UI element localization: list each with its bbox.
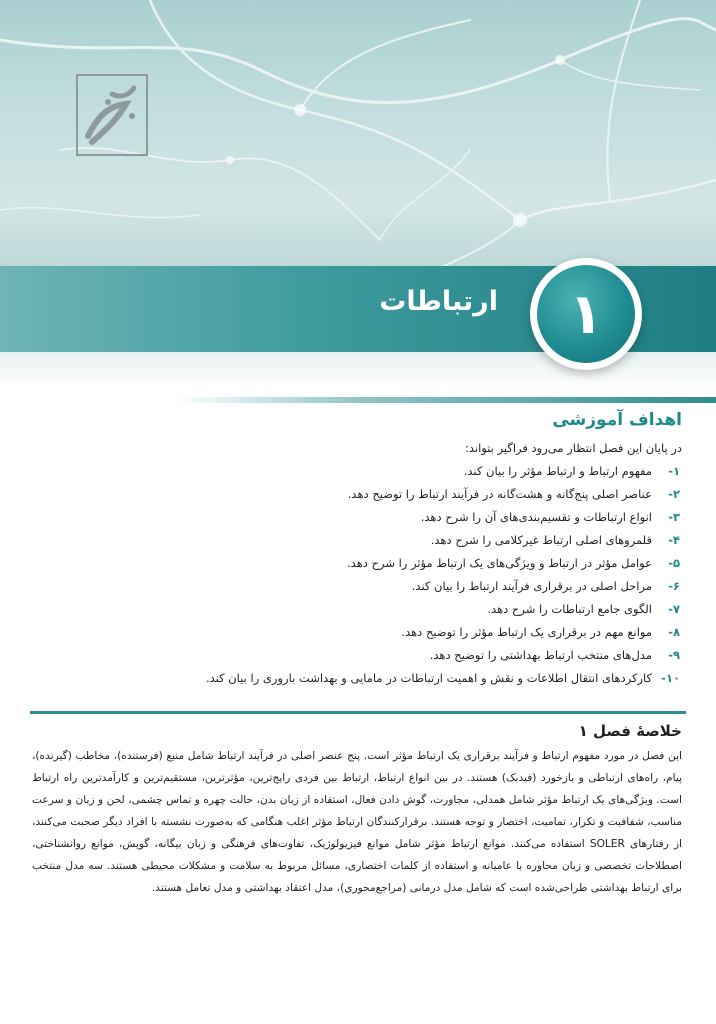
list-item <box>120 621 680 644</box>
item-text: قلمروهای اصلی ارتباط غیرکلامی را شرح دهد. <box>430 533 652 547</box>
item-text: عناصر اصلی پنج‌گانه و هشت‌گانه در فرآیند ارتباط را توضیح دهد. <box>347 487 652 501</box>
section-rule <box>174 397 716 403</box>
objectives-intro: در پایان این فصل انتظار می‌رود فراگیر بتواند: <box>464 441 682 455</box>
item-number: ۴- <box>668 533 680 547</box>
objectives-list <box>120 460 680 690</box>
item-number: ۷- <box>668 602 680 616</box>
item-text: انواع ارتباطات و تقسیم‌بندی‌های آن را شرح دهد. <box>420 510 652 524</box>
chapter-number: ۱ <box>537 265 635 363</box>
objectives-title: اهداف آموزشی <box>552 410 682 430</box>
neuron-background-image <box>0 0 716 272</box>
item-text: موانع مهم در برقراری یک ارتباط مؤثر را توضیح دهد. <box>401 625 652 639</box>
item-text: عوامل مؤثر در ارتباط و ویژگی‌های یک ارتباط مؤثر را شرح دهد. <box>347 556 652 570</box>
item-text: مراحل اصلی در برقراری فرآیند ارتباط را بیان کند. <box>411 579 652 593</box>
item-number: ۱۰- <box>661 671 680 685</box>
chapter-number-badge <box>530 258 642 370</box>
publisher-logo-icon <box>78 76 146 154</box>
list-item <box>120 667 680 690</box>
item-number: ۸- <box>668 625 680 639</box>
item-number: ۶- <box>668 579 680 593</box>
publisher-logo <box>76 74 148 156</box>
summary-divider <box>30 711 686 714</box>
list-item <box>120 552 680 575</box>
item-text: کارکردهای انتقال اطلاعات و نقش و اهمیت ارتباطات در مامایی و بهداشت باروری را بیان کند. <box>205 671 652 685</box>
item-text: مدل‌های منتخب ارتباط بهداشتی را توضیح دهد. <box>429 648 652 662</box>
item-number: ۹- <box>668 648 680 662</box>
list-item <box>120 575 680 598</box>
summary-title: خلاصهٔ فصل ۱ <box>578 722 682 740</box>
item-text: مفهوم ارتباط و ارتباط مؤثر را بیان کند. <box>463 464 652 478</box>
summary-body: این فصل در مورد مفهوم ارتباط و فرآیند برقراری یک ارتباط مؤثر است. پنج عنصر اصلی در فرآیند ارتباط شامل منبع (فرستنده)، مخاطب (گیرنده)، پیام، راه‌های ارتباطی و بازخورد (فیدبک) هستند. در بین انواع ارتباط، ارتباط بین فردی رایج‌ترین، مؤثرترین، مستقیم‌ترین و کارآمدترین راه ارتباط است. ویژگی‌های یک ارتباط مؤثر شامل همدلی، مجاورت، گوش دادن فعال، استفاده از زبان بدن، حالت چهره و تماس چشمی، لحن و زبان و سرعت مناسب، شفافیت و تکرار، تمامیت، اختصار و توجه هستند. برقرارکنندگان ارتباط مؤثر اغلب هنگامی که به‌صورت نشسته با افراد دیگر صحبت می‌کنند، از رفتارهای SOLER استفاده می‌کنند. موانع ارتباط مؤثر شامل موانع فیزیولوژیک، تفاوت‌های فرهنگی و زبان بیگانه، گویش، موانع روانشناختی، اصطلاحات تخصصی و زبان محاوره با عامیانه و استفاده از کلمات اختصاری، مسائل مربوط به سلامت و مشکلات محیطی هستند. سه مدل منتخب برای ارتباط بهداشتی طراحی‌شده است که شامل مدل درمانی (مراجع‌محوری)، مدل اعتقاد بهداشتی و مدل تعامل هستند. <box>32 750 683 894</box>
list-item <box>120 506 680 529</box>
list-item <box>120 460 680 483</box>
list-item <box>120 483 680 506</box>
item-number: ۵- <box>668 556 680 570</box>
list-item <box>120 598 680 621</box>
item-number: ۳- <box>668 510 680 524</box>
list-item <box>120 529 680 552</box>
item-text: الگوی جامع ارتباطات را شرح دهد. <box>487 602 652 616</box>
list-item <box>120 644 680 667</box>
item-number: ۱- <box>668 464 680 478</box>
chapter-title: ارتباطات <box>379 286 498 317</box>
item-number: ۲- <box>668 487 680 501</box>
